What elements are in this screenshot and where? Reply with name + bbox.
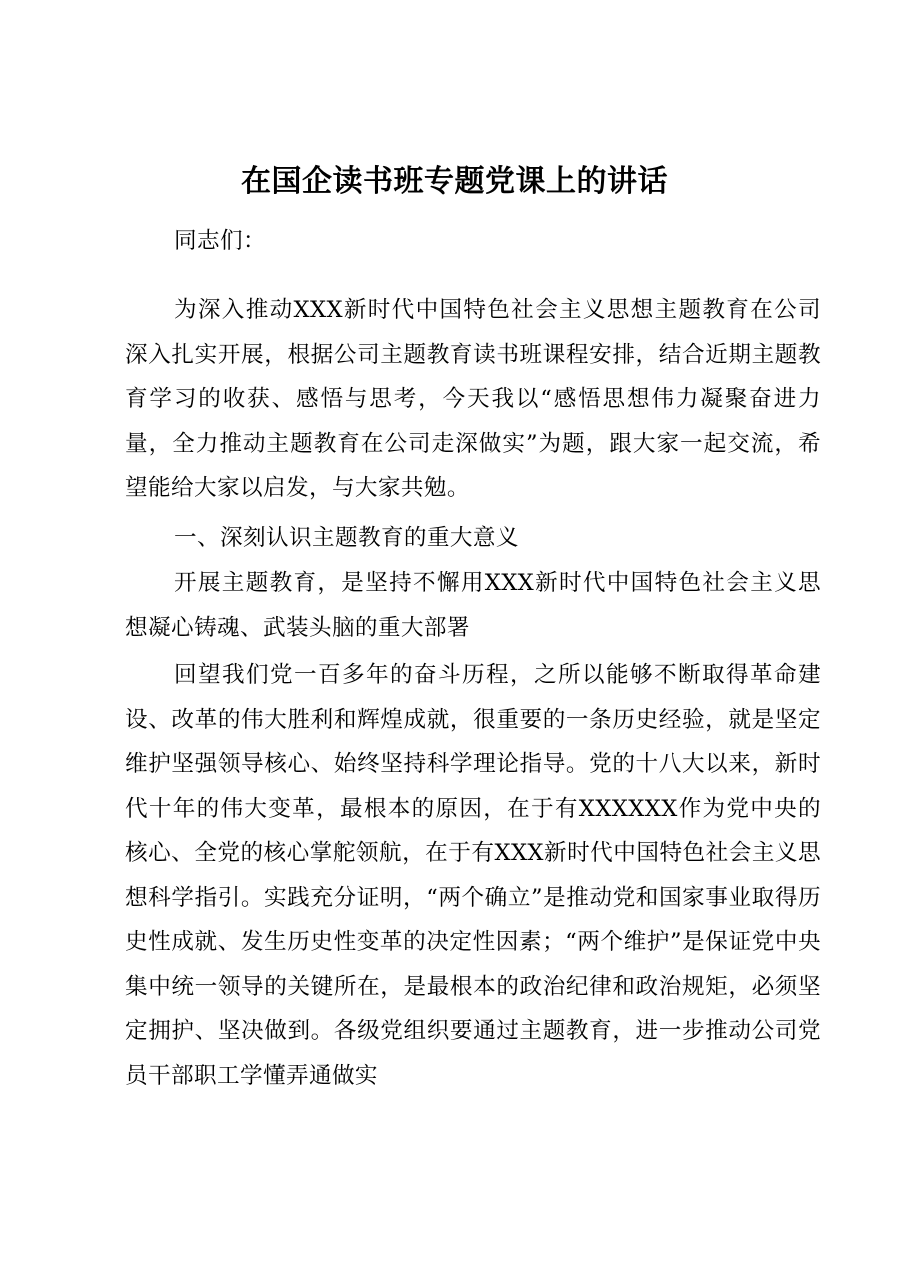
section-body-paragraph: 回望我们党一百多年的奋斗历程，之所以能够不断取得革命建设、改革的伟大胜利和辉煌成就，很重要的一条历史经验，就是坚定维护坚强领导核心、始终坚持科学理论指导。党的十八大以来，新时代十年的伟大变革，最根本的原因，在于有XXXXXX作为党中央的核心、全党的核心掌舵领航，在于有XXX新时代中国特色社会主义思想科学指引。实践充分证明，“两个确立”是推动党和国家事业取得历史性成就、发生历史性变革的决定性因素；“两个维护”是保证党中央集中统一领导的关键所在，是最根本的政治纪律和政治规矩，必须坚定拥护、坚决做到。各级党组织要通过主题教育，进一步推动公司党员干部职工学懂弄通做实 [125,662,821,1089]
salutation: 同志们： [174,228,266,254]
intro-paragraph: 为深入推动XXX新时代中国特色社会主义思想主题教育在公司深入扎实开展，根据公司主题教育读书班课程安排，结合近期主题教育学习的收获、感悟与思考，今天我以“感悟思想伟力凝聚奋进力量，全力推动主题教育在公司走深做实”为题，跟大家一起交流，希望能给大家以启发，与大家共勉。 [125,297,821,501]
document-title: 在国企读书班专题党课上的讲话 [241,164,668,199]
section-subheading: 开展主题教育，是坚持不懈用XXX新时代中国特色社会主义思想凝心铸魂、武装头脑的重大部署 [125,570,821,641]
section-heading: 一、深刻认识主题教育的重大意义 [174,525,519,551]
